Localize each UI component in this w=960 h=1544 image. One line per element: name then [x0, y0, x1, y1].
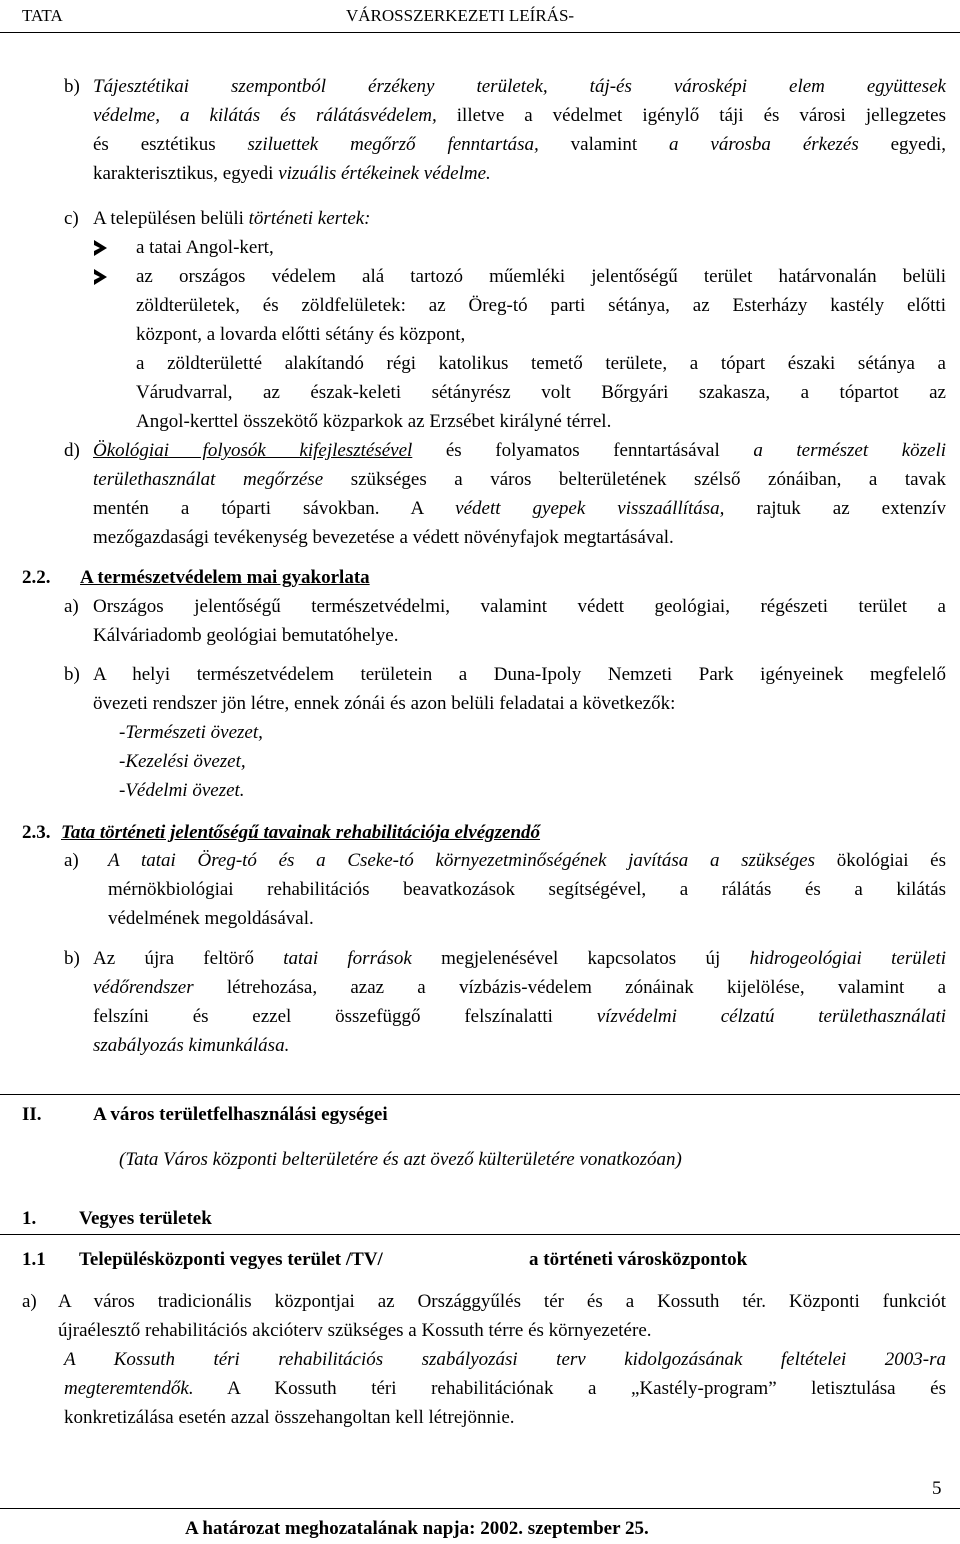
section-divider	[0, 1234, 960, 1235]
s23-number: 2.3.	[22, 822, 51, 843]
s23-b-marker: b)	[64, 948, 80, 969]
s22-number: 2.2.	[22, 567, 51, 588]
sec-b-line4: karakterisztikus, egyedi vizuális értékeinek védelme.	[93, 163, 491, 184]
s11-line1: A város tradicionális központjai az Országgyűlés tér és a Kossuth tér. Központi funkciót	[58, 1291, 946, 1312]
sec-d-line1: Ökológiai folyosók kifejlesztésével és folyamatos fenntartásával a természet közeli	[93, 440, 947, 461]
s2-number: II.	[22, 1104, 42, 1125]
section-divider	[0, 1094, 960, 1095]
s22-zone1: -Természeti övezet,	[119, 722, 263, 743]
s11-a-marker: a)	[22, 1291, 37, 1312]
sec-d-line2: területhasználat megőrzése szükséges a város belterületének szélső zónáiban, a tavak	[93, 469, 946, 490]
s1-title: Vegyes területek	[79, 1208, 212, 1229]
sec-d-marker: d)	[64, 440, 80, 461]
s23-a-marker: a)	[64, 850, 79, 871]
header-left: TATA	[22, 6, 63, 25]
s11-line2: újraélesztő rehabilitációs akcióterv szükséges a Kossuth térre és környezetére.	[58, 1320, 652, 1341]
footer-text: A határozat meghozatalának napja: 2002. szeptember 25.	[185, 1518, 649, 1539]
sec-d-line4: mezőgazdasági tevékenység bevezetése a védett növényfajok megtartásával.	[93, 527, 674, 548]
page-number: 5	[932, 1478, 942, 1499]
sec-c-bullet2-line3: központ, a lovarda előtti sétány és központ,	[136, 324, 466, 345]
s22-a-line1: Országos jelentőségű természetvédelmi, valamint védett geológiai, régészeti terület a	[93, 596, 946, 617]
sec-b-line3: és esztétikus sziluettek megőrző fenntartása, valamint a városba érkezés egyedi,	[93, 134, 947, 155]
sec-b-line1: Tájesztétikai szempontból érzékeny területek, táj-és városképi elem együttesek	[93, 76, 946, 97]
s23-b-line2: védőrendszer létrehozása, azaz a vízbázis-védelem zónáinak kijelölése, valamint a	[93, 977, 946, 998]
s2-subtitle: (Tata Város központi belterületére és azt övező külterületére vonatkozóan)	[119, 1149, 682, 1170]
s2-title: A város területfelhasználási egységei	[93, 1104, 388, 1125]
s22-zone3: -Védelmi övezet.	[119, 780, 245, 801]
sec-c-marker: c)	[64, 208, 79, 229]
sec-c-bullet2-line4: a zöldterületté alakítandó régi katolikus temető területe, a tópart északi sétánya a	[136, 353, 946, 374]
sec-c-bullet2-line5: Várudvarral, az észak-keleti sétányrész volt Bőrgyári szakasza, a tópartot az	[136, 382, 946, 403]
s22-zone2: -Kezelési övezet,	[119, 751, 246, 772]
s22-b-marker: b)	[64, 664, 80, 685]
s23-b-line1: Az újra feltörő tatai források megjelenésével kapcsolatos új hidrogeológiai területi	[93, 948, 947, 969]
s23-title: Tata történeti jelentőségű tavainak rehabilitációja elvégzendő	[61, 822, 541, 843]
sec-c-bullet2-line1: az országos védelem alá tartozó műemléki jelentőségű terület határvonalán belüli	[136, 266, 946, 287]
s11-line3: A Kossuth téri rehabilitációs szabályozási terv kidolgozásának feltételei 2003-ra	[64, 1349, 946, 1370]
sec-b-line2: védelme, a kilátás és rálátásvédelem, illetve a védelmet igénylő táji és városi jellegzetes	[93, 105, 946, 126]
s11-number: 1.1	[22, 1249, 46, 1270]
sec-d-line3: mentén a tóparti sávokban. A védett gyepek visszaállítása, rajtuk az extenzív	[93, 498, 947, 519]
s23-a-line1: A tatai Öreg-tó és a Cseke-tó környezetminőségének javítása a szükséges ökológiai és	[108, 850, 947, 871]
s1-number: 1.	[22, 1208, 37, 1229]
sec-c-bullet2-line2: zöldterületek, és zöldfelületek: az Öreg-tó parti sétánya, az Esterházy kastély előtti	[136, 295, 946, 316]
s11-title2: a történeti városközpontok	[529, 1249, 748, 1270]
s22-a-line2: Kálváriadomb geológiai bemutatóhelye.	[93, 625, 399, 646]
sec-b-marker: b)	[64, 76, 80, 97]
s23-b-line3: felszíni és ezzel összefüggő felszínalatti vízvédelmi célzatú területhasználati	[93, 1006, 946, 1027]
sec-c-bullet1: a tatai Angol-kert,	[136, 237, 274, 258]
s22-a-marker: a)	[64, 596, 79, 617]
sec-c-bullet2-line6: Angol-kerttel összekötő közparkok az Erzsébet királyné térrel.	[136, 411, 612, 432]
arrow-bullet-icon	[94, 269, 107, 285]
s23-b-line4: szabályozás kimunkálása.	[93, 1035, 290, 1056]
s22-b-line1: A helyi természetvédelem területein a Duna-Ipoly Nemzeti Park igényeinek megfelelő	[93, 664, 946, 685]
footer-rule	[0, 1508, 960, 1509]
s11-line5: konkretizálása esetén azzal összehangoltan kell létrejönnie.	[64, 1407, 515, 1428]
s11-line4: megteremtendők. A Kossuth téri rehabilitációnak a „Kastély-program” letisztulása és	[64, 1378, 946, 1399]
sec-c-line1: A településen belüli történeti kertek:	[93, 208, 371, 229]
s23-a-line3: védelmének megoldásával.	[108, 908, 314, 929]
s22-title: A természetvédelem mai gyakorlata	[80, 567, 370, 588]
s23-a-line2: mérnökbiológiai rehabilitációs beavatkozások segítségével, a rálátás és a kilátás	[108, 879, 946, 900]
s22-b-line2: övezeti rendszer jön létre, ennek zónái és azon belüli feladatai a következők:	[93, 693, 676, 714]
s11-title: Településközponti vegyes terület /TV/	[79, 1249, 383, 1270]
arrow-bullet-icon	[94, 240, 107, 256]
header-rule	[0, 32, 960, 33]
header-right: VÁROSSZERKEZETI LEÍRÁS-	[346, 6, 575, 25]
